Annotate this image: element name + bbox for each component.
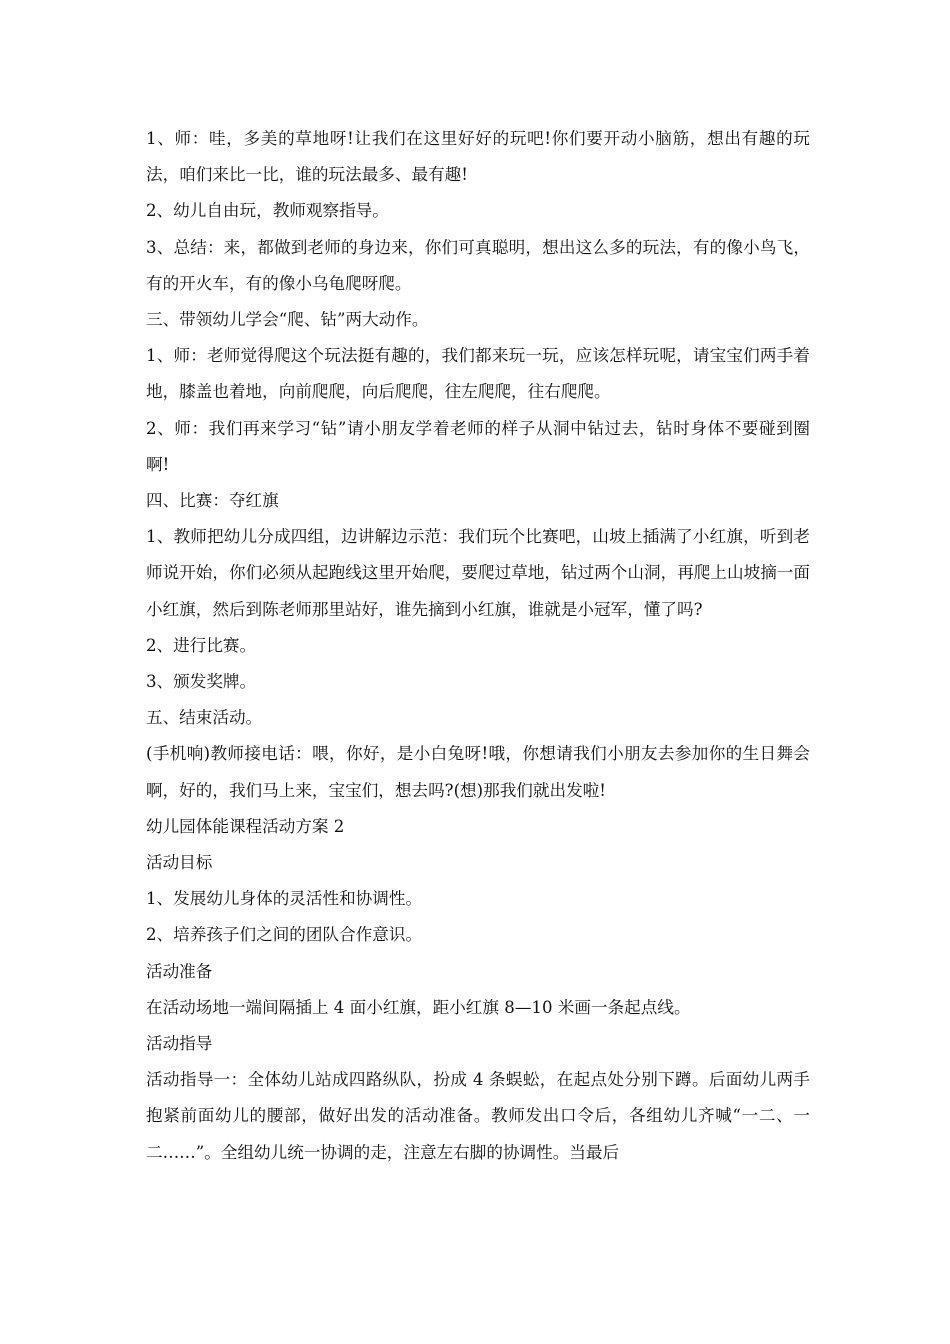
section-heading-crawl-drill: 三、带领幼儿学会“爬、钻”两大动作。	[146, 310, 429, 330]
paragraph-summary: 3、总结：来，都做到老师的身边来，你们可真聪明，想出这么多的玩法，有的像小鸟飞，有的开火车，有的像小乌龟爬呀爬。	[146, 237, 810, 293]
heading-activity-preparation: 活动准备	[146, 961, 213, 981]
paragraph-crawl-instructions: 1、师：老师觉得爬这个玩法挺有趣的，我们都来玩一玩，应该怎样玩呢，请宝宝们两手着地，膝盖也着地，向前爬爬，向后爬爬，往左爬爬，往右爬爬。	[146, 346, 810, 402]
paragraph-teacher-grass-intro: 1、师：哇，多美的草地呀!让我们在这里好好的玩吧!你们要开动小脑筋，想出有趣的玩法，咱们来比一比，谁的玩法最多、最有趣!	[146, 129, 810, 185]
paragraph-award-medals: 3、颁发奖牌。	[146, 672, 257, 692]
section-heading-end-activity: 五、结束活动。	[146, 708, 263, 728]
goal-item-2: 2、培养孩子们之间的团队合作意识。	[146, 925, 423, 945]
document-body	[146, 121, 810, 1171]
paragraph-preparation: 在活动场地一端间隔插上 4 面小红旗，距小红旗 8—10 米画一条起点线。	[146, 997, 691, 1017]
goal-item-1: 1、发展幼儿身体的灵活性和协调性。	[146, 889, 423, 909]
heading-activity-guidance: 活动指导	[146, 1034, 213, 1054]
heading-activity-goals: 活动目标	[146, 853, 213, 873]
section-heading-competition: 四、比赛：夺红旗	[146, 491, 279, 511]
paragraph-run-competition: 2、进行比赛。	[146, 635, 257, 655]
paragraph-drill-instructions: 2、师：我们再来学习“钻”请小朋友学着老师的样子从洞中钻过去，钻时身体不要碰到圈啊!	[146, 418, 810, 474]
paragraph-free-play: 2、幼儿自由玩，教师观察指导。	[146, 201, 389, 221]
paragraph-phone-call: (手机响)教师接电话：喂，你好，是小白兔呀!哦，你想请我们小朋友去参加你的生日舞会啊，好的，我们马上来，宝宝们，想去吗?(想)那我们就出发啦!	[146, 744, 810, 800]
plan-title: 幼儿园体能课程活动方案 2	[146, 816, 345, 836]
paragraph-competition-rules: 1、教师把幼儿分成四组，边讲解边示范：我们玩个比赛吧，山坡上插满了小红旗，听到老师说开始，你们必须从起跑线这里开始爬，要爬过草地，钻过两个山洞，再爬上山坡摘一面小红旗，然后到陈老师那里站好，谁先摘到小红旗，谁就是小冠军，懂了吗?	[146, 527, 810, 619]
paragraph-guidance-one: 活动指导一：全体幼儿站成四路纵队，扮成 4 条蜈蚣，在起点处分别下蹲。后面幼儿两手抱紧前面幼儿的腰部，做好出发的活动准备。教师发出口令后，各组幼儿齐喊“一二、一二……”。全组幼儿统一协调的走，注意左右脚的协调性。当最后	[146, 1070, 810, 1162]
